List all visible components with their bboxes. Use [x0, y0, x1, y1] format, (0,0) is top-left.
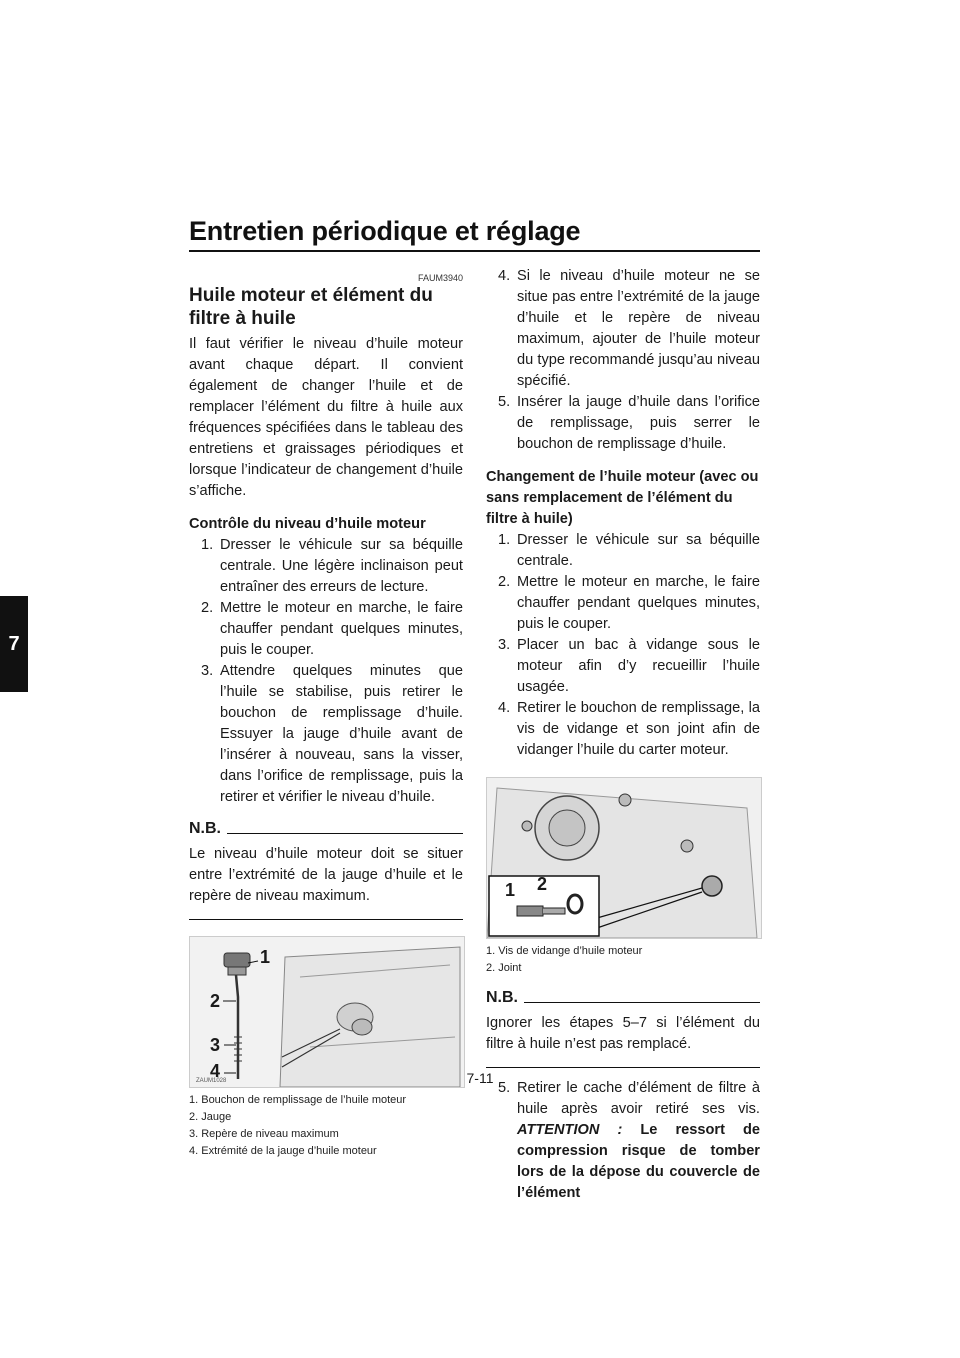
caption-item: 2. Joint — [486, 962, 522, 974]
step-text: Placer un bac à vidange sous le moteur afin d’y recueillir l’huile usagée. — [517, 637, 760, 695]
step-text: Attendre quelques minutes que l’huile se stabilise, puis retirer le bouchon de remplissage d’huile. Essuyer la jauge d’huile avant de l’insérer à nouveau, sans la visser, dans l’orifice de remplissage, puis la retirer et vérifier le niveau d’huile. — [220, 663, 463, 805]
step-text: Mettre le moteur en marche, le faire chauffer pendant quelques minutes, puis le couper. — [220, 600, 463, 658]
figure-label: 1 — [505, 880, 516, 900]
step-text: Si le niveau d’huile moteur ne se situe pas entre l’extrémité de la jauge d’huile et le repère de niveau maximum, ajouter de l’huile moteur du type recommandé jusqu’au niveau spécifié. — [517, 268, 760, 389]
note-end-rule — [486, 1067, 760, 1068]
figure-caption — [486, 943, 760, 977]
note-rule — [524, 1002, 760, 1003]
step-number: 3. — [498, 637, 511, 653]
list-item — [486, 572, 760, 635]
list-item — [486, 1078, 760, 1204]
note-block — [486, 989, 760, 1068]
section-title: Huile moteur et élément du filtre à huile — [189, 285, 433, 329]
note-text: Ignorer les étapes 5–7 si l’élément du filtre à huile n’est pas remplacé. — [486, 1015, 760, 1052]
attention-text: Le ressort de compression risque de tomber lors de la dépose du couvercle de l’élément — [517, 1122, 760, 1201]
figure-label: 2 — [537, 874, 548, 894]
step-number: 1. — [498, 532, 511, 548]
list-item — [189, 661, 463, 808]
caption-item: 1. Vis de vidange d’huile moteur — [486, 945, 643, 957]
dipstick-illustration — [190, 937, 464, 1087]
attention-note — [517, 1122, 760, 1201]
step-number: 1. — [201, 537, 214, 553]
right-column — [486, 266, 760, 1204]
note-end-rule — [189, 919, 463, 920]
chapter-tab: 7 — [0, 596, 28, 692]
page-title: Entretien périodique et réglage — [189, 216, 581, 246]
intro-paragraph: Il faut vérifier le niveau d’huile moteur avant chaque départ. Il convient également de changer l’huile et de remplacer l’élément du filtre à huile aux fréquences spécifiées dans le tableau des entretiens et graissages périodiques et lorsque l’indicateur de changement d’huile s’affiche. — [189, 336, 463, 499]
dipstick-figure — [189, 936, 465, 1088]
list-item — [189, 598, 463, 661]
figure-label: 2 — [210, 991, 221, 1011]
figure-label: 4 — [210, 1061, 221, 1081]
page-number: 7-11 — [466, 1070, 494, 1086]
change-oil-title: Changement de l’huile moteur (avec ou sans remplacement de l’élément du filtre à huile) — [486, 469, 759, 527]
caption-item: 2. Jauge — [189, 1111, 232, 1123]
drain-bolt-illustration — [487, 778, 761, 938]
list-item — [486, 698, 760, 761]
section-code: FAUM3940 — [417, 273, 463, 283]
title-rule — [189, 250, 760, 252]
list-item — [486, 530, 760, 572]
step-number: 2. — [498, 574, 511, 590]
filter-steps-list — [486, 1078, 760, 1204]
step-number: 3. — [201, 663, 214, 679]
figure-caption — [189, 1092, 463, 1160]
step-number: 4. — [498, 700, 511, 716]
caption-item: 3. Repère de niveau maximum — [189, 1128, 339, 1140]
check-steps-list — [189, 535, 463, 808]
left-column — [189, 258, 463, 1160]
list-item — [189, 535, 463, 598]
note-label: N.B. — [189, 820, 221, 837]
list-item — [486, 635, 760, 698]
caption-item: 1. Bouchon de remplissage de l’huile moteur — [189, 1094, 407, 1106]
note-block — [189, 820, 463, 920]
step-text: Dresser le véhicule sur sa béquille centrale. Une légère inclinaison peut entraîner des erreurs de lecture. — [220, 537, 463, 595]
drain-bolt-figure — [486, 777, 762, 939]
change-steps-list — [486, 530, 760, 761]
attention-label: ATTENTION : — [517, 1122, 623, 1138]
check-level-title: Contrôle du niveau d’huile moteur — [189, 516, 426, 532]
figure-label: 1 — [260, 947, 271, 967]
step-text: Insérer la jauge d’huile dans l’orifice de remplissage, puis serrer le bouchon de remplissage d’huile. — [517, 394, 760, 452]
step-number: 5. — [498, 394, 511, 410]
step-number: 2. — [201, 600, 214, 616]
check-steps-continued — [486, 266, 760, 455]
note-label: N.B. — [486, 989, 518, 1006]
step-text: Mettre le moteur en marche, le faire chauffer pendant quelques minutes, puis le couper. — [517, 574, 760, 632]
figure-code: ZAUM1028 — [196, 1078, 227, 1084]
step-number: 5. — [498, 1080, 511, 1096]
caption-item: 4. Extrémité de la jauge d’huile moteur — [189, 1145, 377, 1157]
list-item — [486, 266, 760, 392]
note-rule — [227, 833, 463, 834]
list-item — [486, 392, 760, 455]
step-number: 4. — [498, 268, 511, 284]
step-text: Dresser le véhicule sur sa béquille centrale. — [517, 532, 760, 569]
figure-label: 3 — [210, 1035, 221, 1055]
step-text: Retirer le bouchon de remplissage, la vis de vidange et son joint afin de vidanger l’huile du carter moteur. — [517, 700, 760, 758]
step-text: Retirer le cache d’élément de filtre à huile après avoir retiré ses vis. — [517, 1080, 760, 1117]
note-text: Le niveau d’huile moteur doit se situer entre l’extrémité de la jauge d’huile et le repère de niveau maximum. — [189, 846, 463, 904]
